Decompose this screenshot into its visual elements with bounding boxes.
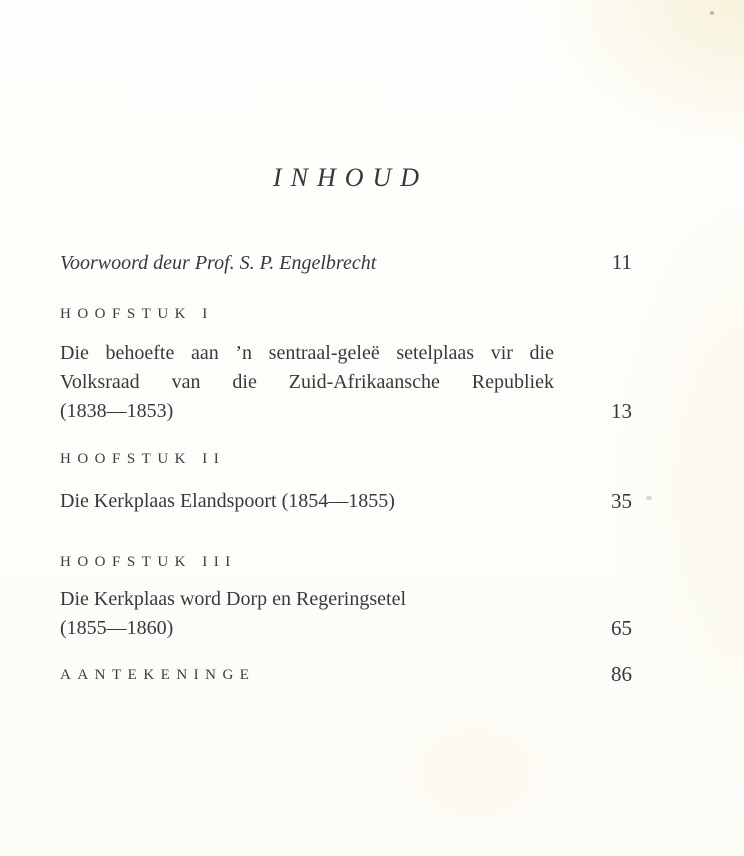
scan-speck — [710, 11, 714, 15]
scan-speck — [646, 496, 652, 500]
preface-page-number: 11 — [611, 250, 632, 274]
chapter-1-heading: HOOFSTUK I — [60, 306, 214, 322]
chapter-2-heading: HOOFSTUK II — [60, 451, 226, 467]
chapter-3-title-line: (1855—1860) — [60, 617, 174, 639]
chapter-1-title-line: Die behoefte aan ’n sentraal-geleë setelplaas vir die — [60, 342, 554, 364]
chapter-1-title-line: (1838—1853) — [60, 400, 174, 422]
chapter-1-title-line: Volksraad van die Zuid-Afrikaansche Republiek — [60, 371, 554, 393]
chapter-3-heading: HOOFSTUK III — [60, 554, 237, 570]
chapter-2-title-line: Die Kerkplaas Elandspoort (1854—1855) — [60, 490, 395, 512]
chapter-2-page-number: 35 — [611, 489, 632, 513]
page-title: INHOUD — [272, 163, 429, 192]
notes-page-number: 86 — [611, 662, 632, 686]
chapter-1-page-number: 13 — [611, 399, 632, 423]
chapter-3-title-line: Die Kerkplaas word Dorp en Regeringsetel — [60, 588, 406, 610]
preface-label: Voorwoord deur Prof. S. P. Engelbrecht — [60, 252, 377, 274]
notes-heading: AANTEKENINGE — [60, 667, 256, 683]
chapter-3-page-number: 65 — [611, 616, 632, 640]
toc-entry-preface — [60, 248, 632, 277]
